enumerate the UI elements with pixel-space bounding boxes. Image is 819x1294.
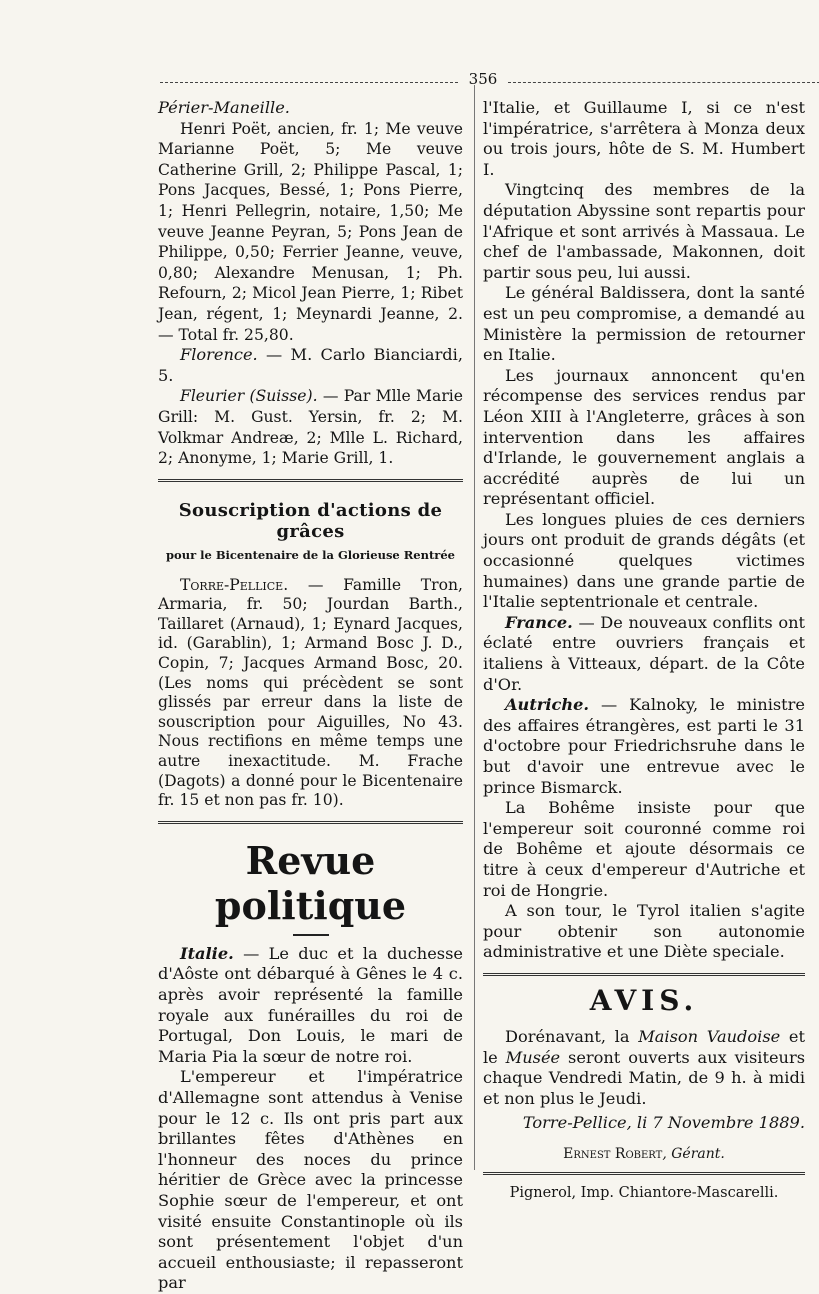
- gerant-signature: Ernest Robert, Gérant.: [563, 1145, 725, 1162]
- short-rule: [293, 934, 329, 936]
- autriche-paragraph: Autriche. — Kalnoky, le ministre des affaires étrangères, est parti le 31 d'octobre pour Friedrichsruhe dans le but d'avoir une entrevue avec le prince Bismarck.: [483, 695, 805, 797]
- donor-entry-florence: Florence. — M. Carlo Bianciardi, 5.: [158, 345, 463, 385]
- page-header: [160, 70, 819, 94]
- section-divider: [483, 973, 805, 976]
- emperor-paragraph: L'empereur et l'impératrice d'Allemagne sont attendus à Venise pour le 12 c. Ils ont pris part aux brillantes fêtes d'Athènes en l'honneur des noces du prince héritier de Grèce avec la princesse Sophie sœur de l'empereur, et ont visité ensuite Constantinople où ils sont présentement l'objet d'un accueil enthousiaste; il repasseront par: [158, 1067, 463, 1293]
- left-column: [158, 98, 463, 1294]
- header-rule-left: [160, 82, 458, 83]
- baldissera-paragraph: Le général Baldissera, dont la santé est un peu compromise, a demandé au Ministère la permission de retourner en Italie.: [483, 283, 805, 365]
- abyssinian-paragraph: Vingtcinq des membres de la députation Abyssine sont repartis pour l'Afrique et sont arrivés à Massaua. Le chef de l'ambassade, Makonnen, doit partir sous peu, lui aussi.: [483, 180, 805, 282]
- subscription-torre-pellice: Torre-Pellice. — Famille Tron, Armaria, fr. 50; Jourdan Barth., Taillaret (Arnaud), 1; Eynard Jacques, id. (Garablin), 1; Armand Bosc J. D., Copin, 7; Jacques Armand Bosc, 20. (Les noms qui précèdent se sont glissés par erreur dans la liste de souscription pour Aiguilles, No 43. Nous rectifions en même temps une autre inexactitude. M. Frache (Dagots) a donné pour le Bicentenaire fr. 15 et non pas fr. 10).: [158, 575, 463, 810]
- section-divider: [483, 1172, 805, 1175]
- section-divider: [158, 821, 463, 824]
- tyrol-paragraph: A son tour, le Tyrol italien s'agite pour obtenir son autonomie administrative et une Diète speciale.: [483, 901, 805, 962]
- printer-line: Pignerol, Imp. Chiantore-Mascarelli.: [509, 1184, 779, 1201]
- continued-paragraph: l'Italie, et Guillaume I, si ce n'est l'impératrice, s'arrêtera à Monza deux ou trois jours, hôte de S. M. Humbert I.: [483, 98, 805, 179]
- column-divider: [474, 85, 475, 1170]
- avis-title: AVIS.: [589, 983, 699, 1017]
- right-column: [483, 98, 805, 1201]
- section-place-title: Périer-Maneille.: [158, 98, 290, 117]
- subscription-title: Souscription d'actions de grâces: [178, 499, 443, 542]
- journaux-paragraph: Les journaux annoncent qu'en récompense des services rendus par Léon XIII à l'Angleterre, grâces à son intervention dans les affaires d'Irlande, le gouvernement anglais a accrédité auprès de lui un représentant officiel.: [483, 365, 805, 509]
- section-divider: [158, 479, 463, 482]
- page-number: 356: [468, 70, 498, 88]
- subscription-subtitle: pour le Bicentenaire de la Glorieuse Rentrée: [166, 547, 455, 562]
- avis-body: Dorénavant, la Maison Vaudoise et le Musée seront ouverts aux visiteurs chaque Vendredi Matin, de 9 h. à midi et non plus le Jeudi.: [483, 1026, 806, 1108]
- revue-politique-title: Revue politique: [214, 837, 407, 928]
- boheme-paragraph: La Bohême insiste pour que l'empereur soit couronné comme roi de Bohême et ajoute désormais ce titre à ceux d'empereur d'Autriche et roi de Hongrie.: [483, 798, 805, 900]
- avis-date: Torre-Pellice, li 7 Novembre 1889.: [522, 1113, 805, 1133]
- donor-entry-fleurier: Fleurier (Suisse). — Par Mlle Marie Grill: M. Gust. Yersin, fr. 2; M. Volkmar Andreæ, 2; Mlle L. Richard, 2; Anonyme, 1; Marie Grill, 1.: [158, 387, 463, 468]
- pluies-paragraph: Les longues pluies de ces derniers jours ont produit de grands dégâts (et occasionné quelques victimes humaines) dans une grande partie de l'Italie septentrionale et centrale.: [483, 509, 805, 612]
- donor-list-perier: Henri Poët, ancien, fr. 1; Me veuve Marianne Poët, 5; Me veuve Catherine Grill, 2; Philippe Pascal, 1; Pons Jacques, Bessé, 1; Pons Pierre, 1; Henri Pellegrin, notaire, 1,50; Me veuve Jeanne Peyran, 5; Pons Jean de Philippe, 0,50; Ferrier Jeanne, veuve, 0,80; Alexandre Menusan, 1; Ph. Refourn, 2; Micol Jean Pierre, 1; Ribet Jean, régent, 1; Meynardi Jeanne, 2. — Total fr. 25,80.: [158, 119, 463, 344]
- france-paragraph: France. — De nouveaux conflits ont éclaté entre ouvriers français et italiens à Vitteaux, départ. de la Côte d'Or.: [483, 612, 805, 694]
- header-rule-right: [508, 82, 819, 83]
- italie-paragraph: Italie. — Le duc et la duchesse d'Aôste ont débarqué à Gênes le 4 c. après avoir représenté la famille royale aux funérailles du roi de Portugal, Don Louis, le mari de Maria Pia la sœur de notre roi.: [158, 943, 463, 1066]
